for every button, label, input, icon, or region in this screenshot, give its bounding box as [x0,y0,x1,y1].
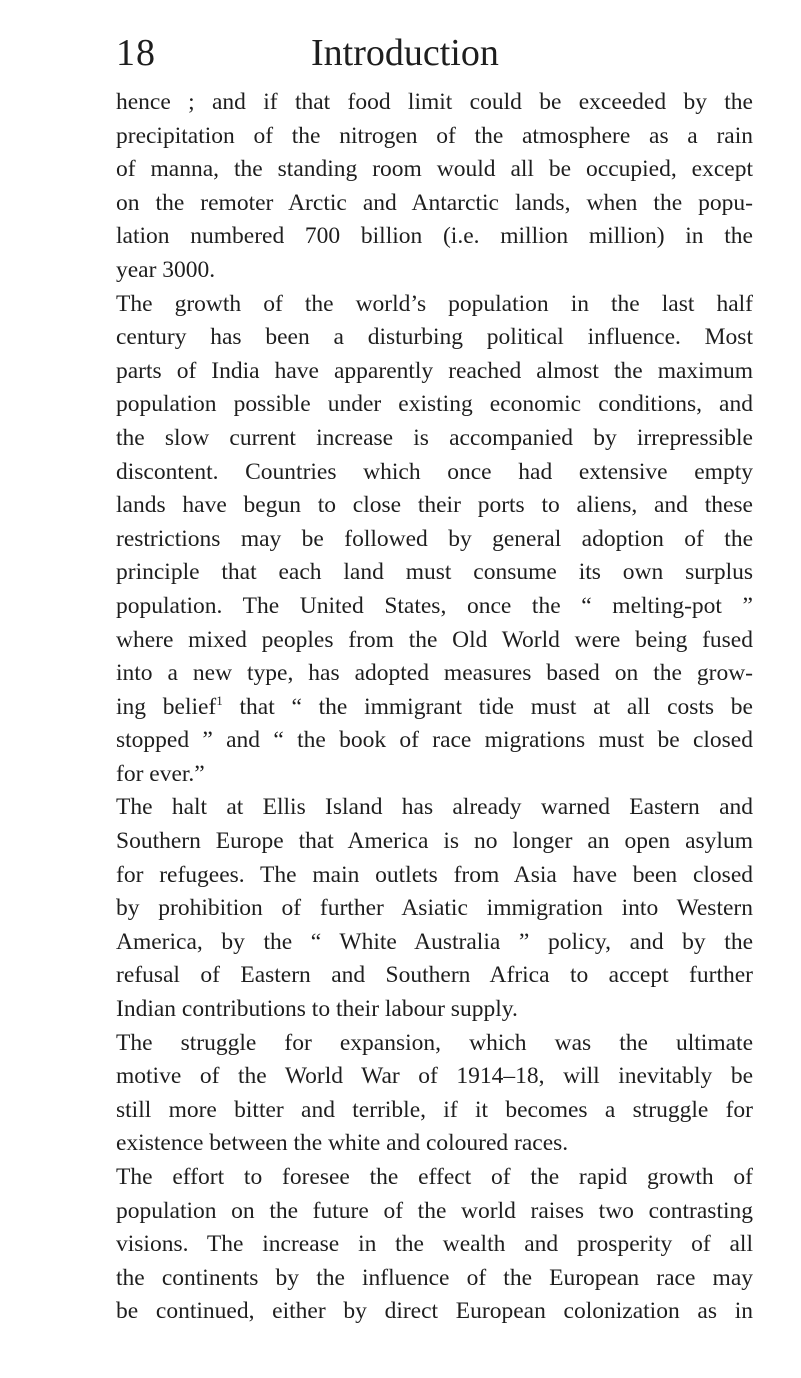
text-line-content: restrictions may be followed by general adoption of the [116,525,753,552]
text-line [116,489,753,523]
text-line-content: The halt at Ellis Island has already warned Eastern and [116,794,753,821]
text-line [116,1094,753,1128]
text-line [116,926,753,960]
text-line-content: discontent. Countries which once had extensive empty [116,458,753,485]
text-line-content: population. The United States, once the “ melting-pot ” [116,592,753,619]
footnote-marker: 1 [216,692,223,708]
text-line-content: The effort to foresee the effect of the rapid growth of [116,1164,753,1190]
text-line-content: century has been a disturbing political influence. Most [116,324,753,351]
text-line [116,1228,753,1262]
text-line-content: Southern Europe that America is no longer an open asylum [116,828,753,855]
text-line-content: refusal of Eastern and Southern Africa to accept further [116,962,753,989]
text-line [116,993,753,1027]
text-line [116,590,753,624]
text-line [116,388,753,422]
text-line [116,254,753,288]
text-line-content: population possible under existing economic conditions, and [116,391,753,418]
text-line-content: the continents by the influence of the European race may [116,1264,753,1291]
text-line [116,959,753,993]
running-head: Introduction [311,32,499,74]
text-line-content: still more bitter and terrible, if it becomes a struggle for [116,1096,753,1123]
text-line-content: precipitation of the nitrogen of the atmosphere as a rain [116,122,753,149]
text-line [116,825,753,859]
text-line [116,86,753,120]
text-line [116,1127,753,1161]
page-number: 18 [116,32,156,74]
text-line [116,791,753,825]
text-line [116,1060,753,1094]
text-line-content: be continued, either by direct European colonization as in [116,1298,753,1325]
text-line [116,657,753,691]
text-line-content: into a new type, has adopted measures based on the grow- [116,660,753,687]
text-line [116,624,753,658]
text-line [116,456,753,490]
text-line-content: for ever.” [116,760,205,787]
text-line-content: year 3000. [116,256,216,283]
text-line-content: motive of the World War of 1914–18, will inevitably be [116,1063,753,1090]
text-line-content: ing belief [116,693,217,720]
text-line [116,153,753,187]
text-line [116,1161,753,1195]
text-line [116,422,753,456]
text-line-continuation: that “ the immigrant tide must at all costs be [222,693,753,720]
text-line-content: visions. The increase in the wealth and prosperity of all [116,1231,753,1258]
text-line-content: Indian contributions to their labour supply. [116,996,518,1023]
text-line-content: lation numbered 700 billion (i.e. million million) in the [116,223,753,250]
text-line-content: the slow current increase is accompanied by irrepressible [116,424,753,451]
text-line [116,120,753,154]
text-line-content: existence between the white and coloured races. [116,1130,569,1157]
text-line-content: lands have begun to close their ports to aliens, and these [116,492,753,519]
text-line-content: hence ; and if that food limit could be exceeded by the [116,89,753,115]
text-line [116,691,753,725]
page-header [116,30,746,80]
text-line [116,724,753,758]
text-line [116,892,753,926]
text-line [116,1295,753,1329]
text-line [116,288,753,322]
text-line-content: for refugees. The main outlets from Asia have been closed [116,861,753,888]
text-line [116,1262,753,1296]
text-line-content: population on the future of the world raises two contrasting [116,1197,753,1224]
text-line-content: parts of India have apparently reached almost the maximum [116,357,753,384]
text-line-content: The struggle for expansion, which was the ultimate [116,1029,753,1056]
text-line-content: by prohibition of further Asiatic immigration into Western [116,895,753,922]
text-line [116,321,753,355]
text-line-content: The growth of the world’s population in the last half [116,290,753,317]
text-line [116,1027,753,1061]
text-line [116,556,753,590]
text-line [116,1195,753,1229]
text-line [116,859,753,893]
text-line-content: of manna, the standing room would all be occupied, except [116,156,753,183]
text-line [116,187,753,221]
text-line [116,758,753,792]
text-line-content: stopped ” and “ the book of race migrations must be closed [116,727,753,754]
text-line-content: where mixed peoples from the Old World were being fused [116,626,753,653]
text-line [116,220,753,254]
text-line-content: on the remoter Arctic and Antarctic lands, when the popu- [116,189,753,216]
text-line-content: principle that each land must consume its own surplus [116,559,753,586]
text-line [116,523,753,557]
body-text [116,86,753,1329]
text-line [116,355,753,389]
text-line-content: America, by the “ White Australia ” policy, and by the [116,928,753,955]
